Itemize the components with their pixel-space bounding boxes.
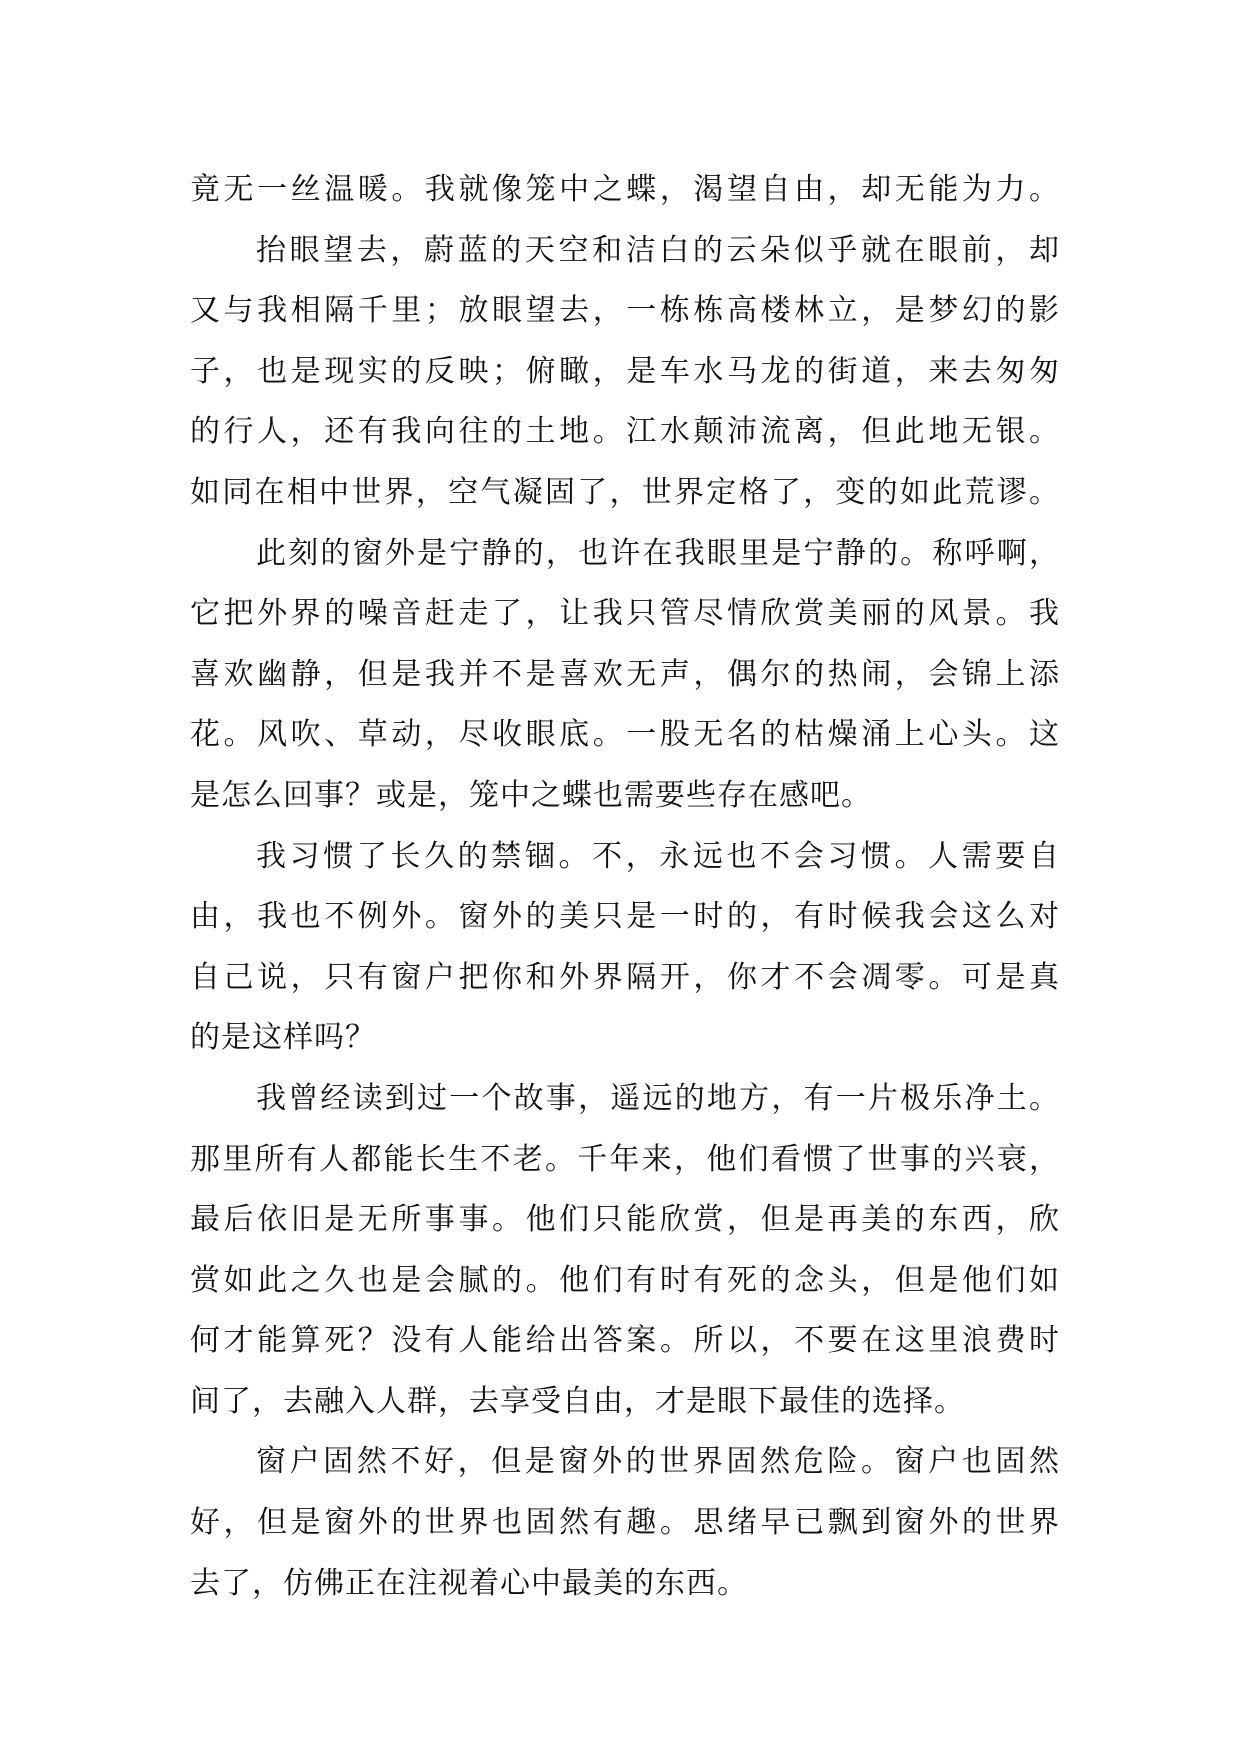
- text-line: 如同在相中世界，空气凝固了，世界定格了，变的如此荒谬。: [190, 474, 1060, 510]
- text-line: 去了，仿佛正在注视着心中最美的东西。: [190, 1565, 748, 1601]
- text-line: 的行人，还有我向往的土地。江水颠沛流离，但此地无银。: [190, 414, 1060, 450]
- text-line: 何才能算死？没有人能给出答案。所以，不要在这里浪费时: [190, 1323, 1060, 1359]
- text-line: 窗户固然不好，但是窗外的世界固然危险。窗户也固然: [256, 1444, 1060, 1480]
- text-line: 子，也是现实的反映；俯瞰，是车水马龙的街道，来去匆匆: [190, 353, 1060, 389]
- text-line: 的是这样吗？: [190, 1020, 376, 1056]
- text-line: 竟无一丝温暖。我就像笼中之蝶，渴望自由，却无能为力。: [190, 172, 1060, 207]
- text-line: 自己说，只有窗户把你和外界隔开，你才不会凋零。可是真: [190, 959, 1060, 995]
- text-line: 此刻的窗外是宁静的，也许在我眼里是宁静的。称呼啊，: [256, 535, 1060, 571]
- text-line: 抬眼望去，蔚蓝的天空和洁白的云朵似乎就在眼前，却: [256, 232, 1060, 268]
- text-line: 我曾经读到过一个故事，遥远的地方，有一片极乐净土。: [256, 1080, 1060, 1116]
- text-line: 最后依旧是无所事事。他们只能欣赏，但是再美的东西，欣: [190, 1202, 1060, 1238]
- text-line: 我习惯了长久的禁锢。不，永远也不会习惯。人需要自: [256, 838, 1060, 874]
- text-line: 又与我相隔千里；放眼望去，一栋栋高楼林立，是梦幻的影: [190, 293, 1060, 329]
- document-page: [190, 160, 1060, 1614]
- text-line: 喜欢幽静，但是我并不是喜欢无声，偶尔的热闹，会锦上添: [190, 656, 1060, 692]
- text-line: 间了，去融入人群，去享受自由，才是眼下最佳的选择。: [190, 1383, 965, 1419]
- text-line: 那里所有人都能长生不老。千年来，他们看惯了世事的兴衰，: [190, 1141, 1060, 1177]
- text-line: 好，但是窗外的世界也固然有趣。思绪早已飘到窗外的世界: [190, 1505, 1060, 1541]
- text-line: 花。风吹、草动，尽收眼底。一股无名的枯燥涌上心头。这: [190, 717, 1060, 753]
- text-line: 它把外界的噪音赶走了，让我只管尽情欣赏美丽的风景。我: [190, 596, 1060, 632]
- text-line: 是怎么回事？或是，笼中之蝶也需要些存在感吧。: [190, 777, 872, 813]
- text-line: 由，我也不例外。窗外的美只是一时的，有时候我会这么对: [190, 899, 1060, 935]
- text-line: 赏如此之久也是会腻的。他们有时有死的念头，但是他们如: [190, 1262, 1060, 1298]
